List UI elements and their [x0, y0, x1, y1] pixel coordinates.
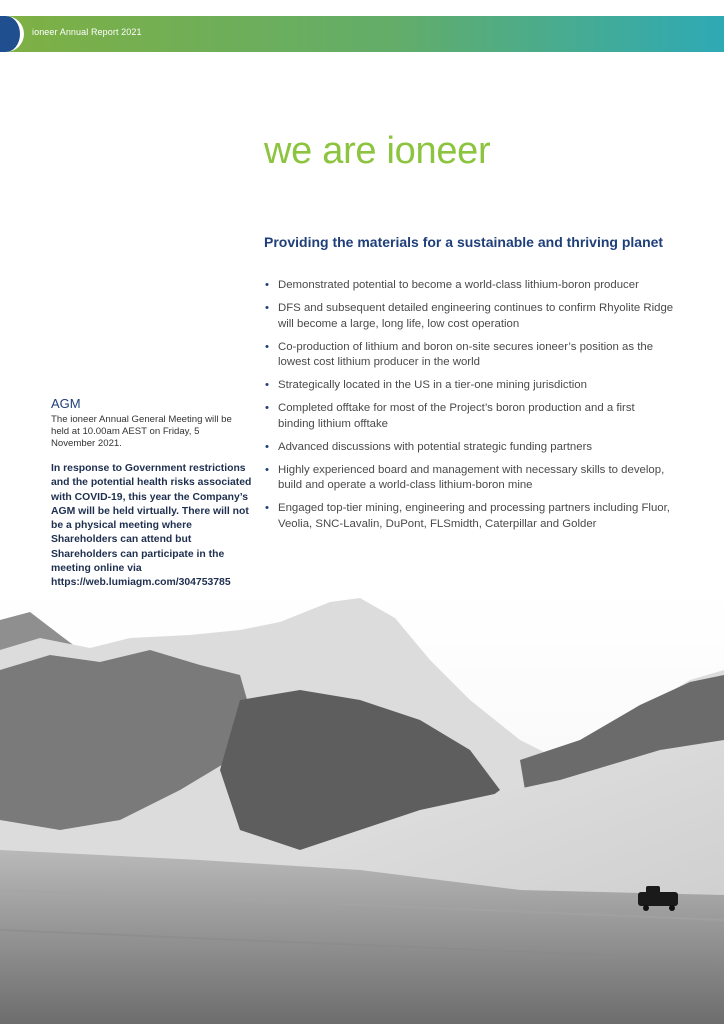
header-bar: [0, 16, 724, 52]
list-item: • Co-production of lithium and boron on-site secures ioneer’s position as the lowest cost lithium producer in the world: [264, 340, 674, 371]
landscape-photo: [0, 590, 724, 1024]
highlights-list: [264, 278, 674, 540]
report-title: ioneer Annual Report 2021: [32, 27, 142, 37]
list-item: • Highly experienced board and management with necessary skills to develop, build and operate a world-class lithium-boron mine: [264, 463, 674, 494]
list-item: • Advanced discussions with potential strategic funding partners: [264, 440, 674, 456]
section-subtitle: Providing the materials for a sustainable and thriving planet: [264, 234, 664, 250]
list-item: • DFS and subsequent detailed engineering continues to confirm Rhyolite Ridge will become a large, long life, low cost operation: [264, 301, 674, 332]
list-item: • Strategically located in the US in a tier-one mining jurisdiction: [264, 378, 674, 394]
agm-heading: AGM: [51, 396, 81, 411]
page-title: we are ioneer: [264, 130, 491, 172]
list-item: • Engaged top-tier mining, engineering and processing partners including Fluor, Veolia, SNC-Lavalin, DuPont, FLSmidth, Caterpillar and Golder: [264, 501, 674, 532]
list-item: • Demonstrated potential to become a world-class lithium-boron producer: [264, 278, 674, 294]
agm-note: The ioneer Annual General Meeting will be held at 10.00am AEST on Friday, 5 November 2021.: [51, 414, 232, 449]
list-item: • Completed offtake for most of the Project’s boron production and a first binding lithium offtake: [264, 401, 674, 432]
header-accent-circle: [0, 16, 24, 52]
agm-statement: In response to Government restrictions and the potential health risks associated with COVID-19, this year the Company’s AGM will be held virtually. There will not be a physical meeting where Shareholders can attend but Shareholders can participate in the meeting online via https://web.lumiagm.com/304753785: [51, 463, 252, 589]
